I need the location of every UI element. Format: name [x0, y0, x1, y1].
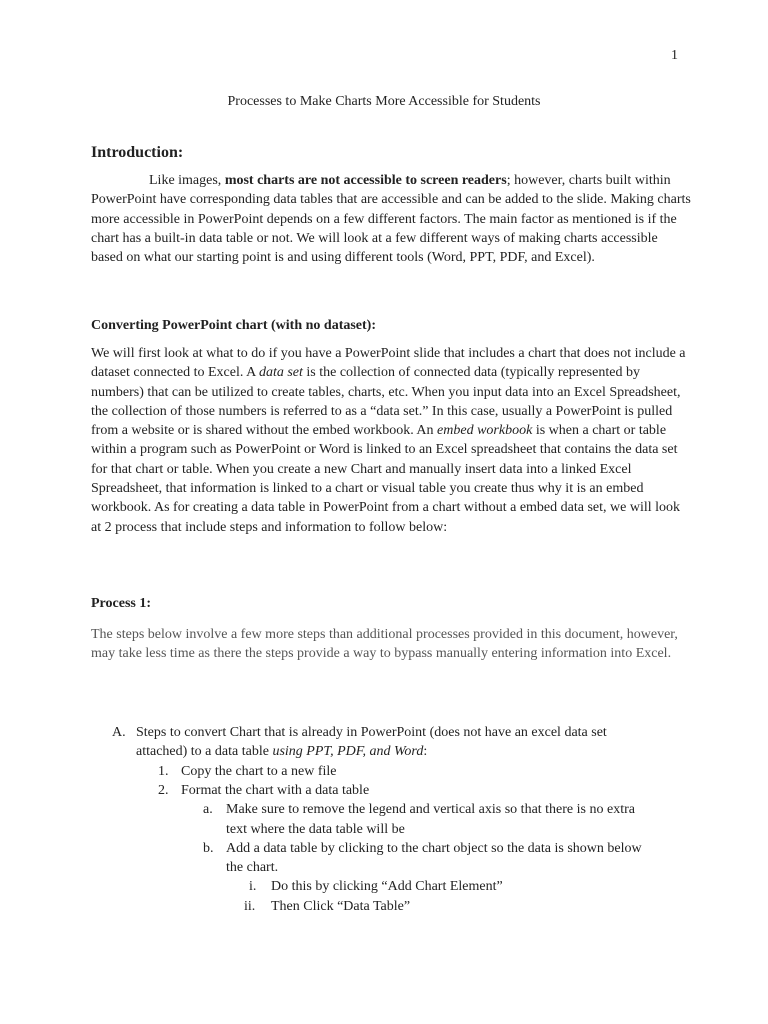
step-b-sub-line-1: Add a data table by clicking to the chart object so the data is shown below	[226, 841, 642, 856]
step-1-text: Copy the chart to a new file	[181, 764, 337, 779]
intro-text-start: Like images,	[149, 173, 225, 188]
step-a-colon: :	[423, 744, 428, 759]
page-number: 1	[671, 48, 678, 63]
list-marker-ii: ii.	[244, 899, 256, 914]
step-a-sub-line-2: text where the data table will be	[226, 822, 405, 837]
list-marker-a: A.	[112, 725, 126, 740]
step-a-line-2	[136, 742, 706, 761]
list-marker-2: 2.	[158, 783, 169, 798]
step-a-line-1: Steps to convert Chart that is already in PowerPoint (does not have an excel data set	[136, 725, 607, 740]
list-marker-1: 1.	[158, 764, 169, 779]
step-2-text: Format the chart with a data table	[181, 783, 370, 798]
list-marker-a-sub: a.	[203, 802, 213, 817]
converting-text-3: is when a chart or table within a program such as PowerPoint or Word is linked to an Excel spreadsheet that contains the data set for that chart or table. When you create a new Chart and manually insert data into a linked Excel Spreadsheet, that information is linked to a chart or visual table you create thus why it is an embed workbook. As for creating a data table in PowerPoint from a chart without a embed data set, we will look at 2 process that include steps and information to follow below:	[91, 423, 681, 535]
introduction-paragraph	[91, 171, 691, 267]
step-i-text: Do this by clicking “Add Chart Element”	[271, 879, 503, 894]
list-marker-b-sub: b.	[203, 841, 214, 856]
list-marker-i: i.	[249, 879, 257, 894]
step-a-line-2-text: attached) to a data table	[136, 744, 273, 759]
step-a-sub-line-1: Make sure to remove the legend and vertical axis so that there is no extra	[226, 802, 635, 817]
converting-paragraph	[91, 344, 691, 537]
intro-text-line1-rest: ; however, charts built	[506, 173, 632, 188]
converting-text-1: We will first look at what to do if you have a PowerPoint slide that includes a chart that does not include a dataset connected to Excel. A	[91, 346, 686, 381]
step-a-tools-text: using PPT, PDF, and Word	[272, 744, 424, 759]
data-set-term: data set	[258, 365, 303, 381]
step-ii-text: Then Click “Data Table”	[271, 899, 411, 914]
intro-text-rest: within PowerPoint have corresponding data tables that are accessible and can be added to the slide. Making charts more accessible in PowerPoint depends on a few different factors. The main factor as mentioned is if the chart has a built-in data table or not. We will look at a few different ways of making charts accessible based on what our starting point is and using different tools (Word, PPT, PDF, and Excel).	[91, 173, 691, 266]
process-1-paragraph: The steps below involve a few more steps than additional processes provided in this document, however, may take less time as there the steps provide a way to bypass manually entering information into Excel.	[91, 627, 678, 662]
embed-workbook-term: embed workbook	[437, 423, 533, 439]
introduction-heading: Introduction:	[91, 144, 184, 161]
document-title: Processes to Make Charts More Accessible for Students	[227, 94, 541, 109]
step-b-sub-line-2: the chart.	[226, 860, 279, 875]
converting-text-2: is the collection of connected data (typically represented by numbers) that can be utilized to create tables, charts, etc. When you input data into an Excel Spreadsheet, the collection of those numbers is referred to as a “data set.” In this case, usually a PowerPoint is pulled from a website or is shared without the embed workbook. An	[91, 365, 681, 439]
converting-heading: Converting PowerPoint chart (with no dataset):	[91, 318, 377, 333]
process-1-heading: Process 1:	[91, 596, 151, 611]
intro-bold-text: most charts are not accessible to screen readers	[224, 173, 507, 188]
